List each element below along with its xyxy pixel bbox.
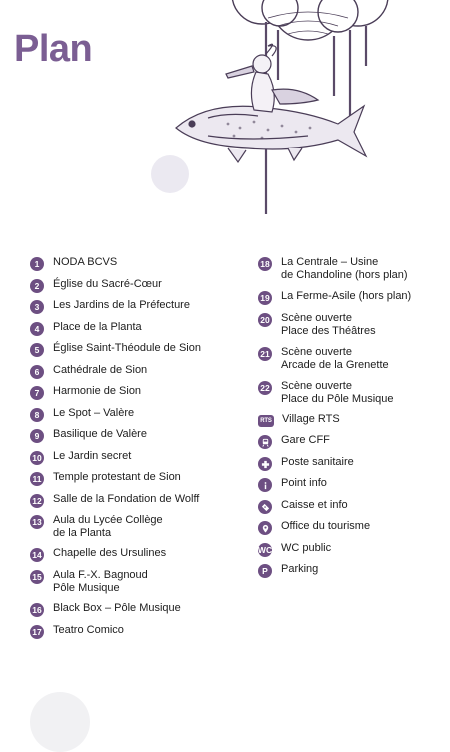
rts-logo-icon: RTS (258, 415, 274, 427)
legend-item (30, 278, 162, 293)
legend-label: Harmonie de Sion (53, 385, 142, 397)
number-badge: 2 (30, 279, 44, 293)
legend-label-line2: Pôle Musique (53, 581, 120, 594)
legend-item (30, 428, 147, 443)
legend-label: Salle de la Fondation de Wolff (53, 492, 200, 505)
legend-label-line2: de la Planta (53, 526, 112, 539)
legend-item (30, 569, 148, 594)
decorative-circle-bottom (30, 692, 90, 752)
legend-item (30, 547, 166, 562)
legend-item (258, 563, 318, 578)
legend-item (258, 346, 389, 371)
mermaid-fish-clouds-illustration (168, 0, 450, 220)
legend-label: Chapelle des Ursulines (53, 547, 167, 559)
number-badge: 8 (30, 408, 44, 422)
location-pin-icon (258, 521, 272, 535)
legend-label: Poste sanitaire (281, 456, 354, 468)
legend-label-line2: Place des Théâtres (281, 324, 376, 337)
number-badge: 17 (30, 625, 44, 639)
legend-label: Caisse et info (281, 499, 348, 511)
legend-item (30, 602, 181, 617)
number-badge: 16 (30, 603, 44, 617)
number-badge: 4 (30, 322, 44, 336)
legend-label (281, 312, 376, 337)
legend-item (258, 312, 376, 337)
legend-label: NODA BCVS (53, 256, 118, 268)
legend-label-line1: Aula F.-X. Bagnoud (53, 569, 148, 581)
legend-label (281, 380, 394, 405)
legend-item (258, 477, 327, 492)
info-icon (258, 478, 272, 492)
number-badge: 7 (30, 386, 44, 400)
legend-label: Temple protestant de Sion (53, 471, 181, 483)
legend-label (281, 346, 389, 371)
number-badge: 14 (30, 548, 44, 562)
legend-item (258, 290, 411, 305)
legend-label: Village RTS (282, 413, 340, 425)
legend-label: Point info (281, 477, 327, 489)
legend-label: Église Saint-Théodule de Sion (53, 342, 201, 354)
legend-label: Le Spot – Valère (53, 406, 135, 419)
legend-item (30, 299, 190, 314)
number-badge: 19 (258, 291, 272, 305)
legend-item (30, 385, 141, 400)
legend-label: La Ferme-Asile (hors plan) (281, 290, 412, 302)
legend-label-line1: Scène ouverte (281, 346, 352, 358)
legend-label: Black Box – Pôle Musique (53, 602, 181, 614)
legend-item (258, 256, 408, 281)
legend-item (30, 624, 124, 639)
legend-label: Cathédrale de Sion (53, 363, 148, 376)
legend-label-line1: Scène ouverte (281, 380, 352, 392)
number-badge: 21 (258, 347, 272, 361)
number-badge: 11 (30, 472, 44, 486)
legend-label: Parking (281, 563, 319, 575)
legend-label: Office du tourisme (281, 520, 371, 532)
legend-label: Les Jardins de la Préfecture (53, 299, 190, 311)
legend-label: Le Jardin secret (53, 449, 132, 462)
legend-item (258, 456, 354, 471)
train-icon (258, 435, 272, 449)
legend-item (258, 413, 340, 427)
legend-item (258, 434, 330, 449)
legend-label: Église du Sacré-Cœur (53, 277, 162, 290)
legend-label: Place de la Planta (53, 320, 142, 333)
number-badge: 10 (30, 451, 44, 465)
legend-item (30, 321, 142, 336)
legend-label-line1: Scène ouverte (281, 312, 352, 324)
legend-label: Gare CFF (281, 434, 330, 446)
number-badge: 15 (30, 570, 44, 584)
number-badge: 9 (30, 429, 44, 443)
legend-item (258, 499, 348, 514)
ticket-icon (258, 500, 272, 514)
legend-label: WC public (281, 542, 332, 554)
parking-icon: P (258, 564, 272, 578)
legend-label (53, 569, 148, 594)
legend-item (30, 450, 131, 465)
legend-label-line2: Arcade de la Grenette (281, 358, 389, 371)
page-title: Plan (14, 28, 93, 70)
legend-label-line1: Aula du Lycée Collège (53, 514, 163, 526)
legend-item (30, 493, 199, 508)
legend-item (258, 542, 331, 557)
number-badge: 12 (30, 494, 44, 508)
legend-label-line1: La Centrale – Usine (281, 256, 379, 268)
number-badge: 6 (30, 365, 44, 379)
number-badge: 20 (258, 313, 272, 327)
legend-label (53, 514, 163, 539)
number-badge: 1 (30, 257, 44, 271)
number-badge: 22 (258, 381, 272, 395)
number-badge: 13 (30, 515, 44, 529)
number-badge: 18 (258, 257, 272, 271)
legend-item (30, 471, 181, 486)
legend-item (30, 256, 117, 271)
number-badge: 5 (30, 343, 44, 357)
legend-label: Teatro Comico (53, 624, 124, 636)
legend-label-line2: Place du Pôle Musique (281, 392, 394, 405)
decorative-circle (151, 155, 189, 193)
legend-item (30, 407, 134, 422)
number-badge: 3 (30, 300, 44, 314)
legend-item (30, 364, 147, 379)
legend-label (281, 256, 408, 281)
legend-label: Basilique de Valère (53, 428, 147, 440)
medical-cross-icon (258, 457, 272, 471)
legend-item (258, 520, 370, 535)
legend-item (30, 514, 163, 539)
legend-item (258, 380, 394, 405)
legend-label-line2: de Chandoline (hors plan) (281, 268, 408, 281)
legend-item (30, 342, 201, 357)
wc-icon: WC (257, 545, 273, 555)
